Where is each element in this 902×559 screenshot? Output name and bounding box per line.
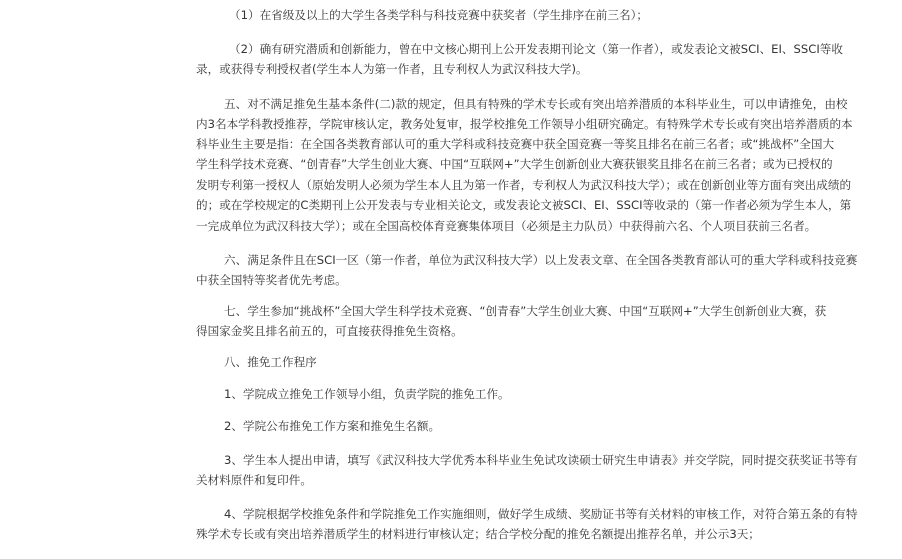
paragraph-line: 发明专利第一授权人（原始发明人必须为学生本人且为第一作者，专利权人为武汉科技大学）；或在创新创业等方面有突出成绩的: [196, 178, 852, 192]
paragraph-line: 4、学院根据学校推免条件和学院推免工作实施细则，做好学生成绩、奖励证书等有关材料的审核工作，对符合第五条的有特: [224, 507, 858, 521]
paragraph-line: 1、学院成立推免工作领导小组，负责学院的推免工作。: [224, 387, 510, 401]
paragraph-line: 一完成单位为武汉科技大学）；或在全国高校体育竞赛集体项目（必须是主力队员）中获得前六名、个人项目获前三名者。: [196, 219, 817, 233]
paragraph-line: 七、学生参加“挑战杯”全国大学生科学技术竞赛、“创青春”大学生创业大赛、中国“互联网+”大学生创新创业大赛，获: [224, 304, 827, 318]
paragraph-line: （2）确有研究潜质和创新能力，曾在中文核心期刊上公开发表期刊论文（第一作者），或发表论文被SCI、EI、SSCI等收: [229, 42, 843, 56]
paragraph-line: 学生科学技术竞赛、“创青春”大学生创业大赛、中国“互联网+”大学生创新创业大赛获银奖且排名在前三名者；或为已授权的: [196, 157, 833, 171]
paragraph-line: 2、学院公布推免工作方案和推免生名额。: [224, 419, 441, 433]
paragraph-line: 内3名本学科教授推荐，学院审核认定，教务处复审，报学校推免工作领导小组研究确定。有特殊学术专长或有突出培养潜质的本: [196, 117, 853, 131]
paragraph-line: 3、学生本人提出申请，填写《武汉科技大学优秀本科毕业生免试攻读硕士研究生申请表》并交学院，同时提交获奖证书等有: [224, 453, 858, 467]
paragraph-line: 得国家金奖且排名前五的，可直接获得推免生资格。: [196, 324, 463, 338]
paragraph-line: 六、满足条件且在SCI一区（第一作者，单位为武汉科技大学）以上发表文章、在全国各类教育部认可的重大学科或科技竞赛: [224, 253, 858, 267]
paragraph-line: 科毕业生主要是指：在全国各类教育部认可的重大学科或科技竞赛中获全国竞赛一等奖且排名在前三名者；或“挑战杯”全国大: [196, 137, 835, 151]
paragraph-line: 中获全国特等奖者优先考虑。: [196, 273, 347, 287]
paragraph-line: （1）在省级及以上的大学生各类学科与科技竞赛中获奖者（学生排序在前三名）；: [229, 8, 648, 22]
paragraph-line: 五、对不满足推免生基本条件(二)款的规定，但具有特殊的学术专长或有突出培养潜质的本科毕业生，可以申请推免，由校: [224, 97, 848, 111]
paragraph-line: 殊学术专长或有突出培养潜质学生的材料进行审核认定；结合学校分配的推免名额提出推荐名单，并公示3天；: [196, 527, 760, 541]
section-heading: 八、推免工作程序: [224, 355, 317, 369]
paragraph-line: 关材料原件和复印件。: [196, 473, 312, 487]
paragraph-line: 的；或在学校规定的C类期刊上公开发表与专业相关论文，或发表论文被SCI、EI、SSCI等收录的（第一作者必须为学生本人，第: [196, 198, 852, 212]
paragraph-line: 录，或获得专利授权者(学生本人为第一作者，且专利权人为武汉科技大学)。: [196, 62, 588, 76]
